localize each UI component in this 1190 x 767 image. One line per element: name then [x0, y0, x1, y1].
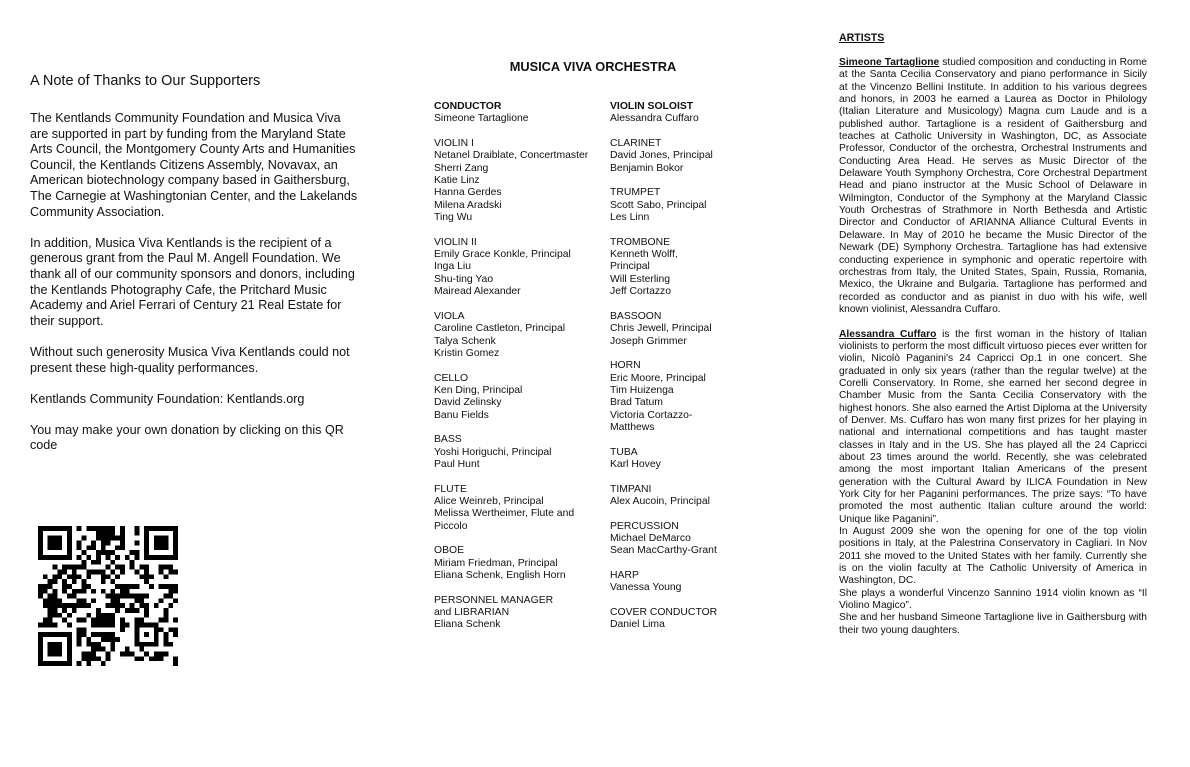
bio-text: studied composition and conducting in Rome at the Santa Cecilia Conservatory and piano performance in Sicily at the Vincenzo Bellini Institute. In addition to his various degrees and honors, in 2003 he earned a Laurea as Doctor in Philology (Italian Literature and Musicology) Magna cum Laude and is a published author. Tartaglione is a resident of Gaithersburg and teaches at Catholic University in Washington, DC, as Associate Professor, Conductor of the orchestra, Orchestral Instruments and Conducting Area Head. He serves as Music Director of the Delaware Youth Symphony Orchestra, Core Orchestral Department Head and piano instructor at the Music School of Delaware in Wilmington, Conductor of the Symphony at the Maryland Classic Youth Orchestras of Strathmore in North Bethesda and Artistic Director and Conductor of ARIANNA Alliance Cultural Events in Delaware. In May of 2010 he became the Music Director of the Newark (DE) Symphony Orchestra. Tartaglione has had extensive conducting experience in symphonic and operatic repertoire with orchestras from Italy, the United States, Spain, Russia, Romania, Mexico, the Ukraine and Bulgaria. Tartaglione has performed and recorded as conductor and as pianist in duo with his wife, well known violinist, Alessandra Cuffaro. [839, 57, 1147, 315]
musician-name: Alice Weinreb, Principal [434, 496, 544, 507]
bio-simeone [839, 57, 1147, 316]
roster-section [610, 311, 750, 348]
musician-name: and LIBRARIAN [434, 607, 510, 619]
roster-section [434, 237, 606, 299]
musician-name: Sherri Zang [434, 162, 489, 174]
musician-name: Brad Tatum [610, 397, 663, 409]
musician-name: Chris Jewell, Principal [610, 323, 712, 335]
musician-name: Talya Schenk [434, 335, 496, 347]
musician-name: Piccolo [434, 520, 468, 532]
musician-name: Principal [610, 261, 650, 273]
section-title: OBOE [434, 545, 465, 557]
musician-name: Katie Linz [434, 175, 480, 187]
section-title: TIMPANI [610, 483, 652, 495]
musician-name: David Zelinsky [434, 397, 502, 409]
musician-name: Benjamin Bokor [610, 162, 684, 174]
roster-section [610, 447, 750, 472]
musician-name: Simeone Tartaglione [434, 113, 529, 125]
section-title: HORN [610, 360, 641, 372]
bio-text: is the first woman in the history of Italian violinists to perform the most difficult virtuoso pieces ever written for violin, Nicolò Paganini's 24 Capricci Op.1 in one concert. She graduated in only six years (rather than the regular twelve) at the Corelli Conservatory. In Rome, she earned her second degree in Chamber Music from the Santa Cecilia Conservatory with the highest honors. She also earned the Artist Diploma at the University of Denver. Ms. Cuffaro has won many first prizes for her playing in national and international competitions and has taught master classes in Italy and in the US. She has played all the 24 Capricci about 23 times around the world. Recently, she was celebrated among the most important Italian Americans of the present generation with the Cultural Award by ILICA Foundation in New York City for her Paganini performances. The prize says: “To have promoted the most authentic Italian culture around the world: Unique like Paganini”. [839, 328, 1147, 525]
musician-name: Hanna Gerdes [434, 187, 502, 199]
musician-name: Paul Hunt [434, 458, 480, 470]
section-title: VIOLIN I [434, 138, 474, 150]
roster-section [610, 138, 750, 175]
bio-name: Alessandra Cuffaro [839, 328, 937, 340]
musician-name: Michael DeMarco [610, 533, 691, 545]
orchestra-title: MUSICA VIVA ORCHESTRA [509, 59, 677, 74]
musician-name: Alex Aucoin, Principal [610, 496, 710, 507]
musician-name: Miriam Friedman, Principal [434, 557, 558, 569]
section-title: VIOLA [434, 310, 465, 322]
section-title: PERSONNEL MANAGER [434, 594, 554, 606]
roster-section [610, 570, 750, 595]
musician-name: Milena Aradski [434, 199, 502, 211]
roster-section [434, 434, 606, 471]
section-title: CONDUCTOR [434, 101, 502, 112]
musician-name: Banu Fields [434, 409, 489, 421]
musician-name: Shu-ting Yao [434, 273, 494, 285]
musician-name: Eliana Schenk, English Horn [434, 570, 566, 582]
musician-name: Eliana Schenk [434, 619, 501, 631]
musician-name: Will Esterling [610, 273, 671, 285]
musician-name: Emily Grace Konkle, Principal [434, 249, 571, 261]
section-title: BASS [434, 434, 462, 446]
musician-name: Jeff Cortazzo [610, 286, 672, 298]
section-title: COVER CONDUCTOR [610, 607, 718, 619]
section-title: CLARINET [610, 138, 662, 150]
musician-name: Kenneth Wolff, [610, 249, 678, 261]
roster-section [434, 311, 606, 360]
roster-section [434, 595, 606, 632]
roster-section [434, 101, 606, 126]
roster-section [434, 373, 606, 422]
roster-section [610, 237, 750, 299]
thanks-paragraph-donation: You may make your own donation by clicking on this QR code [30, 422, 344, 453]
thanks-paragraphs [30, 111, 360, 454]
musician-name: Melissa Wertheimer, Flute and [434, 508, 575, 520]
musician-name: Vanessa Young [610, 582, 682, 594]
thanks-paragraph-foundation: Kentlands Community Foundation: Kentlands.org [30, 391, 305, 406]
section-title: TROMBONE [610, 236, 671, 248]
artists-title: ARTISTS [839, 32, 885, 44]
thanks-heading: A Note of Thanks to Our Supporters [30, 73, 261, 89]
section-title: BASSOON [610, 310, 662, 322]
musician-name: Netanel Draiblate, Concertmaster [434, 150, 589, 162]
musician-name: Alessandra Cuffaro [610, 113, 699, 125]
musician-name: Caroline Castleton, Principal [434, 323, 566, 335]
roster-section [434, 484, 606, 533]
musician-name: Tim Huizenga [610, 384, 674, 396]
roster-section [610, 607, 750, 632]
section-title: VIOLIN SOLOIST [610, 101, 694, 112]
roster-section [610, 187, 750, 224]
musician-name: Victoria Cortazzo- [610, 409, 693, 421]
musician-name: Scott Sabo, Principal [610, 199, 707, 211]
musician-name: Matthews [610, 421, 655, 433]
roster-section [434, 138, 606, 224]
roster-section [610, 521, 750, 558]
musician-name: Ting Wu [434, 212, 473, 224]
orchestra-roster-right [610, 101, 750, 644]
section-title: TUBA [610, 446, 638, 458]
musician-name: Ken Ding, Principal [434, 384, 523, 396]
musician-name: Karl Hovey [610, 458, 661, 470]
section-title: CELLO [434, 372, 469, 384]
thanks-paragraph-grant: In addition, Musica Viva Kentlands is the recipient of a generous grant from the Paul M. Angell Foundation. We thank all of our community sponsors and donors, including the Kentlands Photography Cafe, the Pritchard Music Academy and Ariel Ferrari of Century 21 Real Estate for their support. [30, 235, 355, 328]
roster-section [434, 545, 606, 582]
bio-alessandra [839, 329, 1147, 527]
bio-alessandra-extra: In August 2009 she won the opening for one of the top violin positions in Italy, at the Palestrina Conservatory in Cagliari. In Nov 2011 she moved to the United States with her family. Currently she is on the violin faculty at The Catholic University of America in Washington, DC. [839, 526, 1147, 587]
musician-name: Daniel Lima [610, 619, 665, 631]
section-title: PERCUSSION [610, 520, 679, 532]
roster-section [610, 484, 750, 509]
bio-alessandra-family: She and her husband Simeone Tartaglione live in Gaithersburg with their two young daughters. [839, 612, 1147, 636]
section-title: TRUMPET [610, 187, 661, 199]
musician-name: Kristin Gomez [434, 347, 500, 359]
section-title: FLUTE [434, 483, 467, 495]
roster-section [610, 360, 750, 434]
thanks-paragraph-supporters: The Kentlands Community Foundation and Musica Viva are supported in part by funding from the Maryland State Arts Council, the Montgomery County Arts and Humanities Council, the Kentlands Citizens Assembly, Novavax, an American biotechnology company based in Gaithersburg, The Carnegie at Washingtonian Center, and the Lakelands Community Association. [30, 111, 358, 219]
musician-name: Inga Liu [434, 261, 471, 273]
musician-name: Joseph Grimmer [610, 335, 687, 347]
musician-name: Sean MacCarthy-Grant [610, 545, 717, 557]
section-title: VIOLIN II [434, 236, 477, 248]
musician-name: Eric Moore, Principal [610, 372, 706, 384]
bio-name: Simeone Tartaglione [839, 57, 940, 68]
donation-qr-code[interactable] [38, 526, 178, 666]
musician-name: Les Linn [610, 212, 650, 224]
thanks-paragraph-generosity: Without such generosity Musica Viva Kentlands could not present these high-quality performances. [30, 344, 350, 375]
artists-bios [839, 57, 1147, 637]
musician-name: Yoshi Horiguchi, Principal [434, 446, 552, 458]
bio-alessandra-violin: She plays a wonderful Vincenzo Sannino 1914 violin known as “Il Violino Magico”. [839, 587, 1147, 612]
roster-section [610, 101, 750, 126]
orchestra-roster-left [434, 101, 606, 644]
musician-name: David Jones, Principal [610, 150, 713, 162]
musician-name: Mairead Alexander [434, 286, 521, 298]
section-title: HARP [610, 570, 639, 582]
